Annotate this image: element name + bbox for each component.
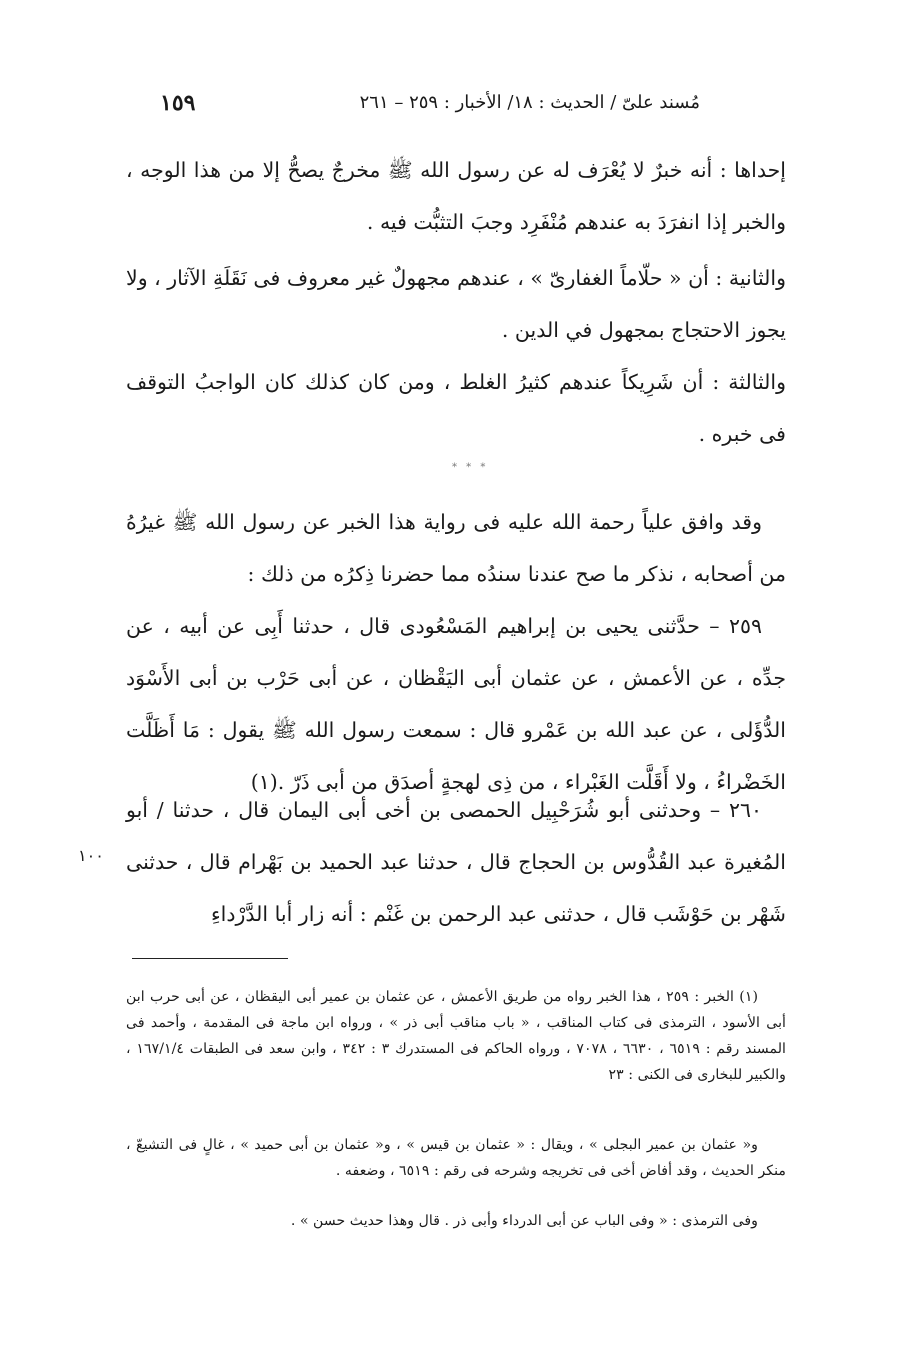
running-title: مُسند علىّ / الحديث : ١٨/ الأخبار : ٢٥٩ – ٢٦١ bbox=[359, 92, 700, 113]
footnote-note-tirmidhi: وفى الترمذى : « وفى الباب عن أبى الدرداء وأبى ذر . قال وهذا حديث حسن » . bbox=[290, 1213, 758, 1229]
paragraph-third-reason: والثالثة : أن شَرِيكاً عندهم كثيرُ الغلط ، ومن كان كذلك كان الواجبُ التوقف فى خبره . bbox=[126, 370, 786, 446]
paragraph-first-reason: إحداها : أنه خبرٌ لا يُعْرَف له عن رسول الله ﷺ مخرجٌ يصحُّ إلا من هذا الوجه ، والخبر إذا انفرَدَ به عندهم مُنْفَرِد وجبَ التثبُّت فيه . bbox=[126, 158, 786, 234]
page-header bbox=[160, 86, 700, 120]
footnote-1: (١) الخبر : ٢٥٩ ، هذا الخبر رواه من طريق الأعمش ، عن عثمان بن عمير أبى اليقظان ، عن أبى حرب ابن أبى الأسود ، الترمذى فى كتاب المناقب ، « باب مناقب أبى ذر » ، ورواه ابن ماجة فى المقدمة ، وأحمد فى المسند رقم : ٦٥١٩ ، ٦٦٣٠ ، ٧٠٧٨ ، ورواه الحاكم فى المستدرك ٣ : ٣٤٢ ، وابن سعد فى الطبقات ١٦٧/١/٤ ، والكبير للبخارى فى الكنى : ٢٣ bbox=[126, 989, 786, 1083]
hadith-259: ٢٥٩ – حدَّثنى يحيى بن إبراهيم المَسْعُودى قال ، حدثنا أَبِى عن أبيه ، عن جدِّه ، عن الأعمش ، عن عثمان أبى اليَقْظان ، عن أبى حَرْب بن أبى الأَسْوَد الدُّؤَلى ، عن عبد الله بن عَمْرو قال : سمعت رسول الله ﷺ يقول : مَا أَظَلَّت الخَضْراءُ ، ولا أَقَلَّت الغَبْراء ، من ذِى لهجةٍ أصدَق من أبى ذَرّ .(١) bbox=[126, 614, 786, 794]
margin-page-marker: ١٠٠ bbox=[78, 846, 104, 865]
footnote-rule bbox=[132, 958, 288, 959]
footnote-note-uthman: و« عثمان بن عمير البجلى » ، ويقال : « عثمان بن قيس » ، و« عثمان بن أبى حميد » ، غالٍ فى التشيعّ ، منكر الحديث ، وقد أفاض أخى فى تخريجه وشرحه فى رقم : ٦٥١٩ ، وضعفه . bbox=[126, 1137, 786, 1179]
paragraph-intro: وقد وافق علياً رحمة الله عليه فى رواية هذا الخبر عن رسول الله ﷺ غيرُهُ من أصحابه ، نذكر ما صح عندنا سندُه مما حضرنا ذِكرُه من ذلك : bbox=[126, 510, 786, 586]
hadith-260: ٢٦٠ – وحدثنى أبو شُرَحْبِيل الحمصى بن أخى أبى اليمان قال ، حدثنا / أبو المُغيرة عبد القُدُّوس بن الحجاج قال ، حدثنا عبد الحميد بن بَهْرام قال ، حدثنى شَهْر بن حَوْشَب قال ، حدثنى عبد الرحمن بن غَنْم : أنه زار أبا الدَّرْداءِ bbox=[126, 798, 786, 926]
paragraph-second-reason: والثانية : أن « حلّاماً الغفارىّ » ، عندهم مجهولٌ غير معروف فى نَقَلَةِ الآثار ، ولا يجوز الاحتجاج بمجهول في الدين . bbox=[126, 266, 786, 342]
section-separator: * * * bbox=[452, 462, 489, 473]
page-number: ١٥٩ bbox=[160, 90, 196, 116]
